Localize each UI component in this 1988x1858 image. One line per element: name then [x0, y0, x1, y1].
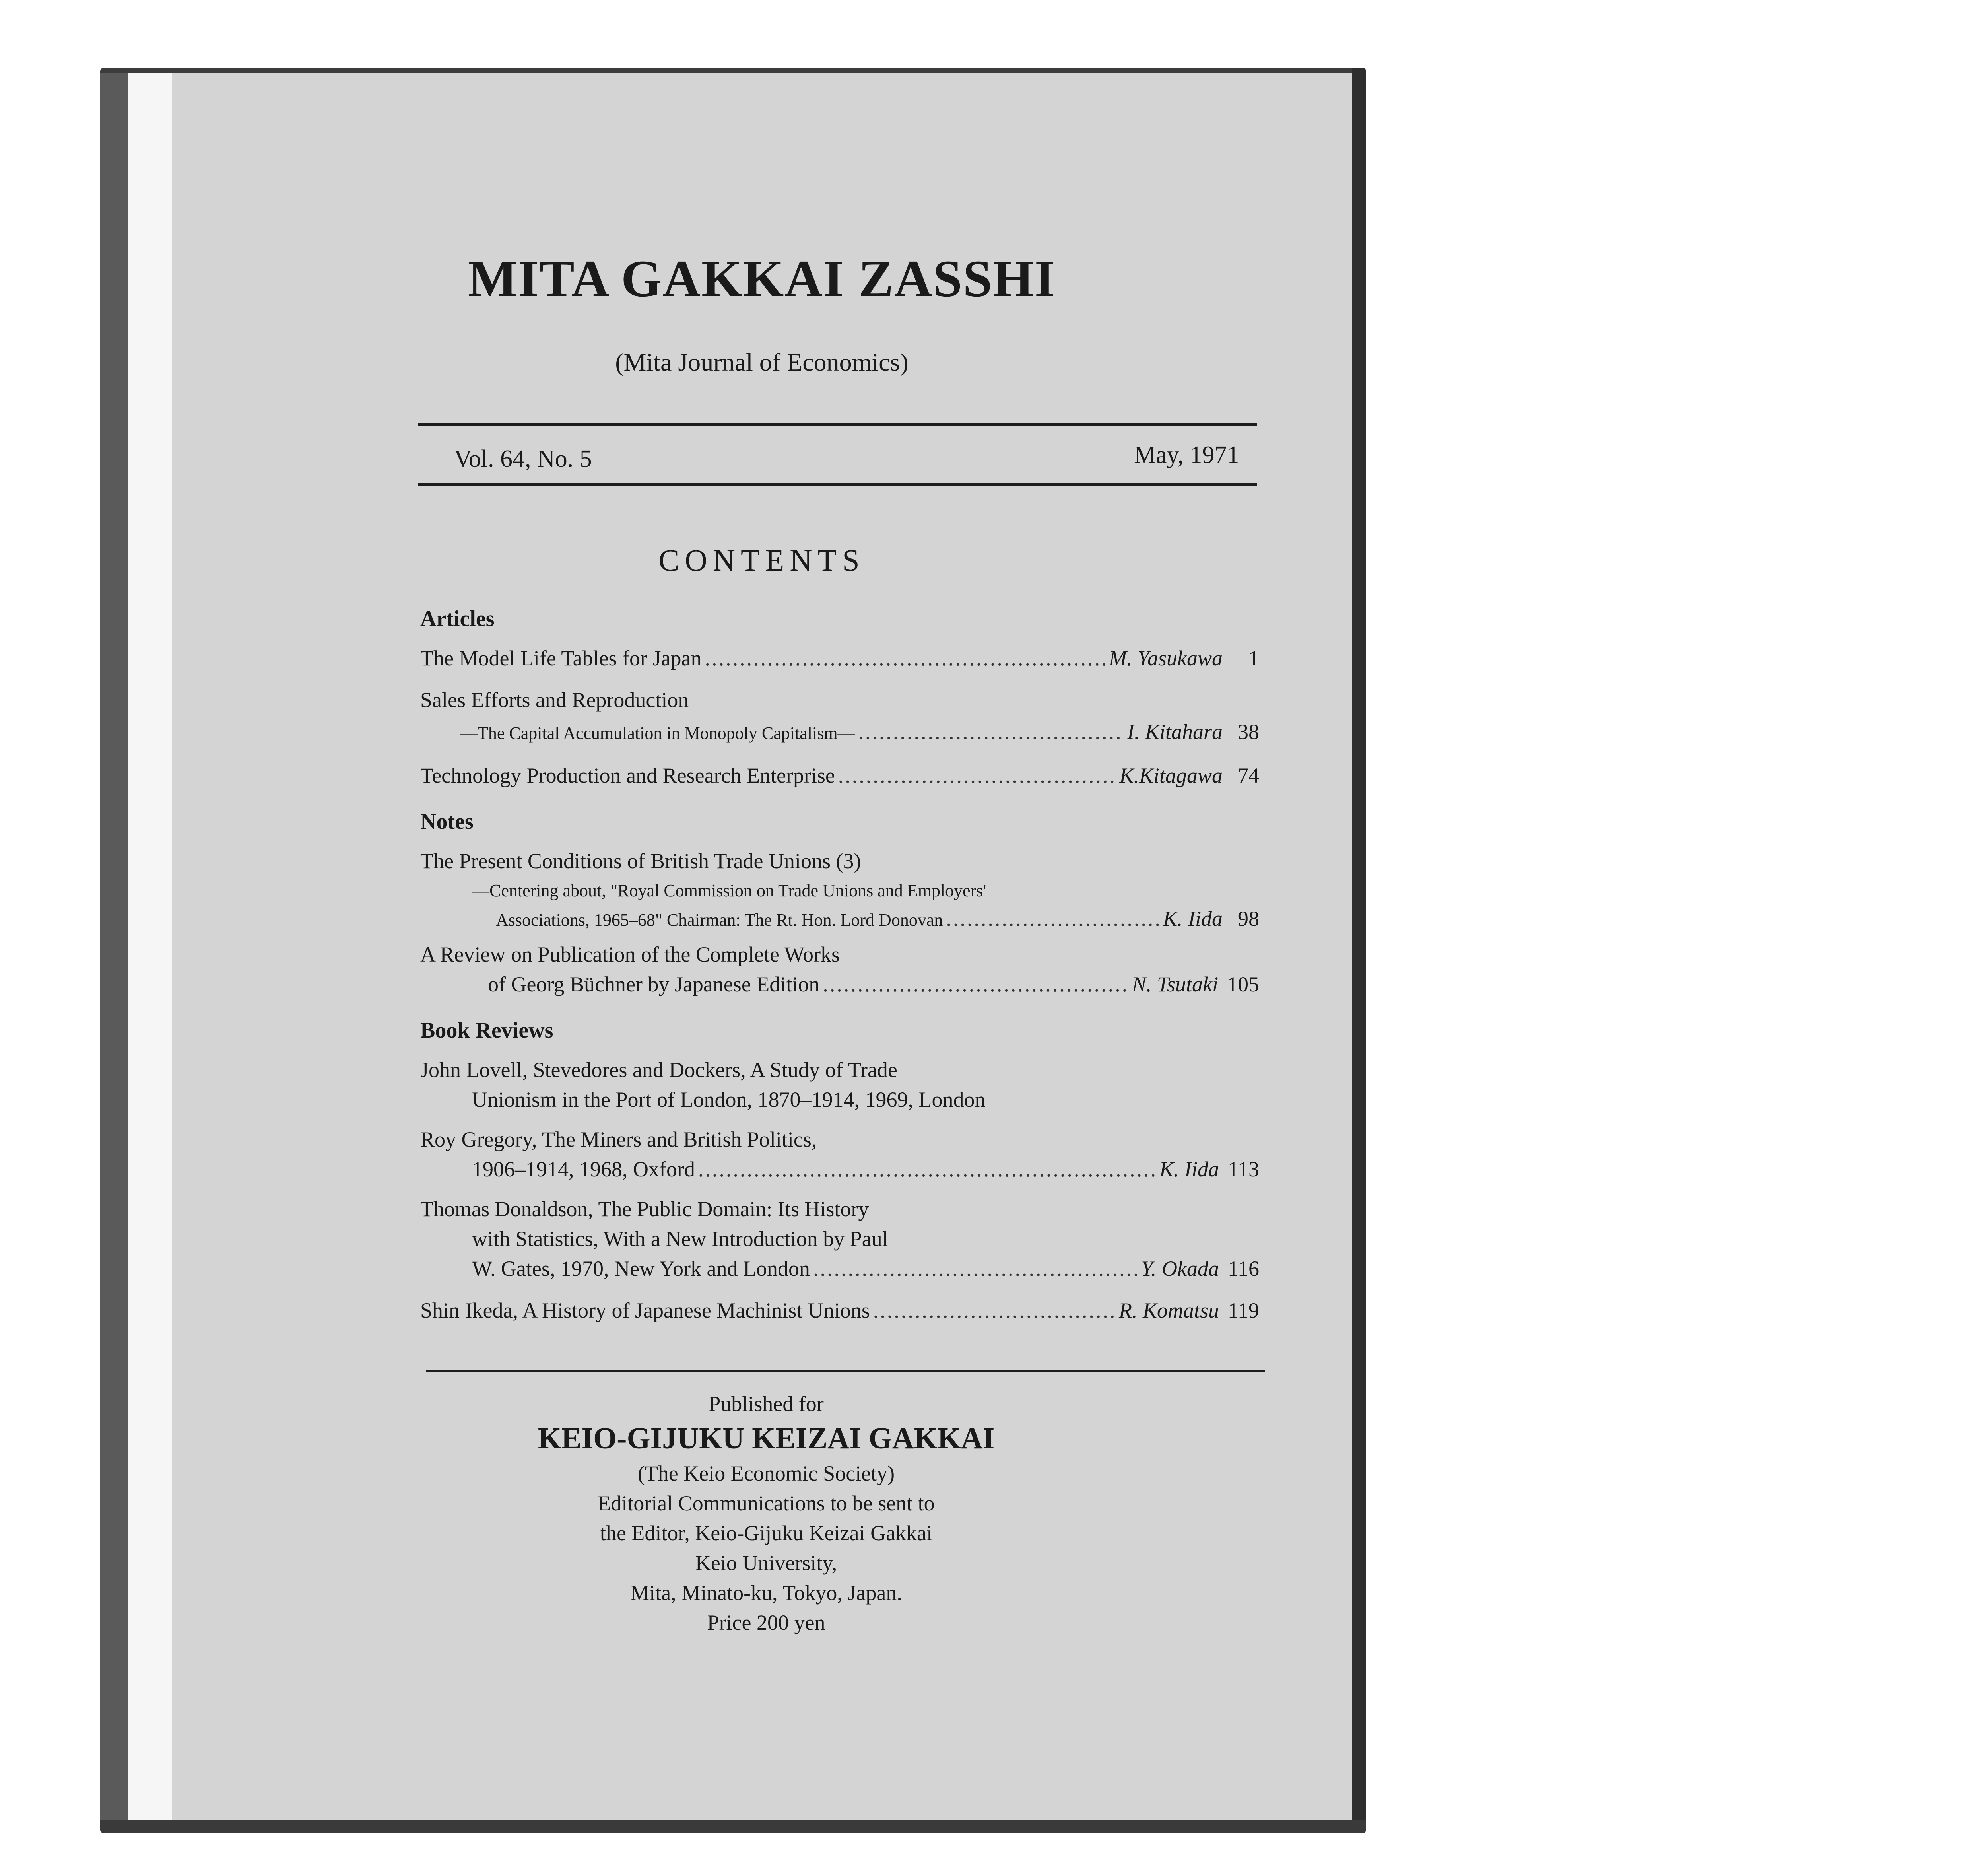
page-right-edge [1352, 68, 1366, 1833]
journal-page [172, 73, 1352, 1820]
entry-author: Y. Okada [1141, 1257, 1219, 1281]
issue-date: May, 1971 [1134, 441, 1239, 468]
entry-title: with Statistics, With a New Introduction by Paul [472, 1227, 888, 1251]
entry-title: Unionism in the Port of London, 1870–1914, 1969, London [472, 1088, 986, 1112]
entry-title: of Georg Büchner by Japanese Edition [488, 972, 820, 996]
price: Price 200 yen [707, 1611, 825, 1634]
entry-title: 1906–1914, 1968, Oxford [472, 1157, 695, 1181]
book-spine [100, 68, 128, 1833]
page-bottom-edge [100, 1820, 1366, 1833]
section-heading-articles: Articles [420, 606, 495, 631]
entry-page: 98 [1238, 907, 1259, 931]
entry-page: 1 [1248, 646, 1259, 670]
entry-page: 119 [1228, 1298, 1259, 1322]
publisher-address: Mita, Minato-ku, Tokyo, Japan. [630, 1581, 902, 1605]
entry-title: Technology Production and Research Enterprise [420, 764, 835, 787]
publisher-line: Keio University, [695, 1551, 837, 1575]
entry-title: A Review on Publication of the Complete Works [420, 943, 840, 966]
leader-dots [838, 763, 1116, 788]
leader-dots [946, 906, 1160, 931]
toc-entry [496, 906, 1259, 931]
volume-number: Vol. 64, No. 5 [454, 445, 592, 472]
section-heading-notes: Notes [420, 809, 474, 834]
entry-title: John Lovell, Stevedores and Dockers, A Study of Trade [420, 1058, 897, 1082]
leader-dots [858, 719, 1124, 744]
contents-heading: CONTENTS [658, 543, 865, 577]
rule-below-volume [418, 483, 1257, 486]
toc-entry [420, 646, 1259, 671]
entry-author: K.Kitagawa [1119, 764, 1223, 787]
entry-author: K. Iida [1159, 1157, 1219, 1181]
publisher-line: Editorial Communications to be sent to [598, 1491, 935, 1515]
entry-title: W. Gates, 1970, New York and London [472, 1257, 810, 1281]
publisher-name: KEIO-GIJUKU KEIZAI GAKKAI [538, 1422, 995, 1455]
leader-dots [873, 1298, 1116, 1323]
entry-author: R. Komatsu [1118, 1298, 1219, 1322]
entry-subtitle: —Centering about, "Royal Commission on Trade Unions and Employers' [472, 881, 986, 900]
entry-page: 105 [1227, 972, 1259, 996]
entry-page: 38 [1238, 720, 1259, 744]
entry-author: N. Tsutaki [1132, 972, 1218, 996]
leader-dots [823, 972, 1129, 997]
leader-dots [813, 1256, 1138, 1281]
publisher-society: (The Keio Economic Society) [637, 1462, 895, 1485]
entry-author: M. Yasukawa [1109, 646, 1223, 670]
journal-subtitle: (Mita Journal of Economics) [615, 348, 909, 376]
leader-dots [705, 646, 1105, 671]
entry-title: Sales Efforts and Reproduction [420, 688, 689, 712]
toc-entry [472, 1157, 1259, 1182]
toc-entry [420, 1298, 1259, 1323]
entry-title: Thomas Donaldson, The Public Domain: Its History [420, 1197, 869, 1221]
entry-page: 116 [1228, 1257, 1259, 1281]
toc-entry [472, 1256, 1259, 1281]
rule-above-publisher [426, 1370, 1265, 1372]
rule-top [418, 423, 1257, 426]
toc-entry [460, 719, 1259, 744]
scanned-page [100, 68, 1366, 1833]
entry-title: Roy Gregory, The Miners and British Politics, [420, 1127, 817, 1151]
journal-title: MITA GAKKAI ZASSHI [468, 249, 1056, 308]
entry-subtitle: —The Capital Accumulation in Monopoly Capitalism— [460, 723, 855, 743]
entry-author: K. Iida [1163, 907, 1223, 931]
toc-entry [420, 763, 1259, 788]
entry-subtitle: Associations, 1965–68" Chairman: The Rt. Hon. Lord Donovan [496, 910, 943, 930]
page-gutter [128, 68, 172, 1833]
entry-title: The Model Life Tables for Japan [420, 646, 702, 670]
entry-page: 74 [1238, 764, 1259, 787]
page-top-edge [100, 68, 1366, 73]
entry-page: 113 [1228, 1157, 1259, 1181]
entry-title: Shin Ikeda, A History of Japanese Machinist Unions [420, 1298, 870, 1322]
published-for: Published for [709, 1392, 824, 1416]
table-of-contents [420, 606, 1259, 1401]
leader-dots [698, 1157, 1156, 1182]
entry-author: I. Kitahara [1127, 720, 1223, 744]
publisher-line: the Editor, Keio-Gijuku Keizai Gakkai [600, 1521, 933, 1545]
entry-title: The Present Conditions of British Trade Unions (3) [420, 849, 861, 873]
toc-entry [488, 972, 1259, 997]
section-heading-book-reviews: Book Reviews [420, 1018, 553, 1043]
